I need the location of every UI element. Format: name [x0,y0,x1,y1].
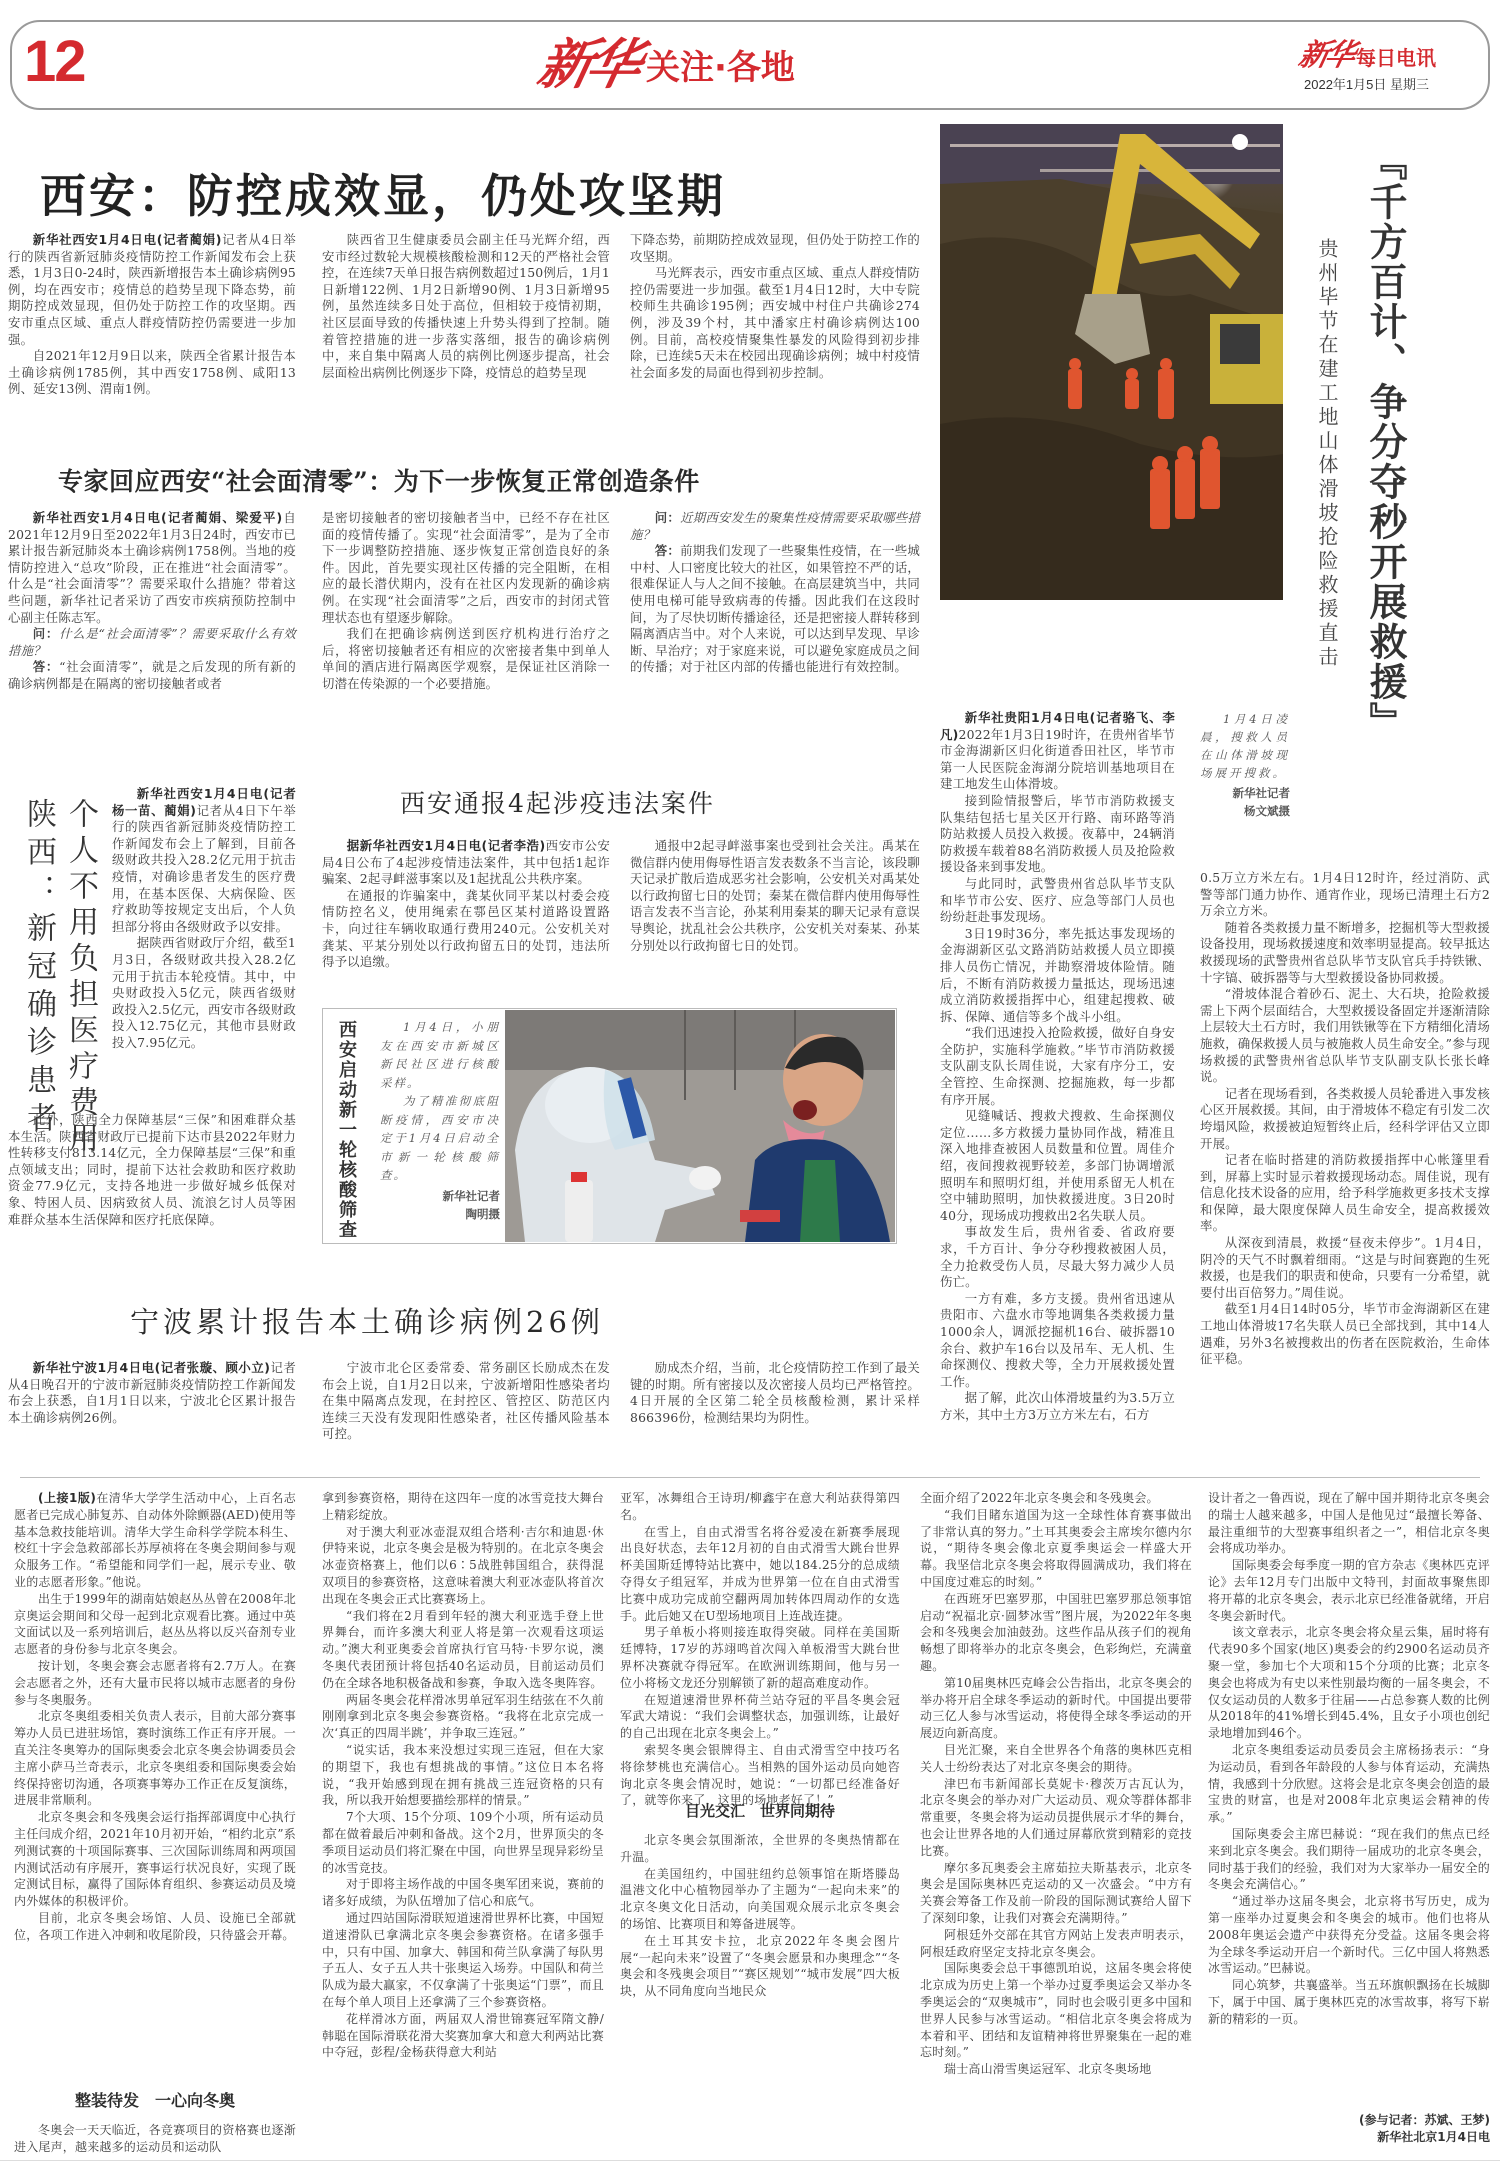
page-number: 12 [24,29,85,94]
paragraph-text: 第10届奥林匹克峰会公告指出，北京冬奥会的举办将开启全球冬季运动的新时代。中国提出要带动三亿人参与冰雪运动，将使得全球冬季运动的开展迈向新高度。 [920,1675,1192,1741]
guizhou-col-1 [940,710,1175,1424]
paragraph-text: 男子单板小将则接连取得突破。同样在美国斯廷博特，17岁的苏翊鸣首次闯入单板滑雪大跳台世界杯决赛就夺得冠军。在欧洲训练期间，他与另一位小将杨文龙还分别解锁了新的超高难度动作。 [620,1625,900,1690]
paragraph [1208,1977,1490,2027]
paragraph-text: 截至1月4日14时05分，毕节市金海湖新区在建工地山体滑坡17名失联人员已全部找到，其中14人遇难，另外3名被搜救出的伤者在医院救治，生命体征平稳。 [1200,1301,1490,1367]
paragraph-text: “说实话，我本来没想过实现三连冠，但在大家的期望下，我也有想挑战的事情。”这位日本名将说，“我开始感到现在拥有挑战三连冠资格的只有我，所以我开始想要描绘那样的情景。” [322,1742,604,1808]
paragraph-text: 事故发生后，贵州省委、省政府要求，千方百计、争分夺秒搜救被困人员，全力抢救受伤人员，尽最大努力减少人员伤亡。 [940,1224,1175,1290]
xian-col-2 [322,232,610,381]
dateline-lead: 新华社宁波1月4日电(记者张璇、顾小立) [32,1360,271,1375]
paragraph [630,510,920,543]
paragraph [940,710,1175,793]
paragraph [920,1860,1192,1927]
paragraph [322,1910,604,2011]
paragraph [620,1692,900,1742]
paragraph [630,838,920,954]
ningbo-col-2 [322,1360,610,1443]
paper-logo: 新华 [1295,38,1355,73]
paragraph-text: 津巴布韦新闻部长莫妮卡·穆茨万古瓦认为，北京冬奥会的举办对广大运动员、观众等群体都非常重要，冬奥会将为运动员提供展示才华的舞台，也会让世界各地的人们通过屏幕欣赏到精彩的竞技比赛。 [920,1776,1192,1858]
paragraph [322,1490,604,1524]
subhead-olympics-2: 目光交汇 世界同期待 [684,1802,835,1820]
paragraph-text: 同心筑梦，共襄盛举。当五环旗帜飘扬在长城脚下，属于中国、属于奥林匹克的冰雪故事，将写下崭新的精彩的一页。 [1208,1978,1490,2026]
paragraph-text: 阿根廷外交部在其官方网站上发表声明表示，阿根廷政府坚定支持北京冬奥会。 [920,1927,1192,1959]
paragraph [940,1224,1175,1290]
olympics-byline [1208,2112,1490,2146]
olympics-reporters: (参与记者：苏斌、王梦) [1359,2113,1490,2127]
paragraph [14,1708,296,1809]
paragraph [14,1490,296,1591]
paragraph-text: “我们将在2月看到年轻的澳大利亚选手登上世界舞台，而许多澳大利亚人将是第一次观看这项运动。”澳大利亚奥委会首席执行官马特·卡罗尔说，澳冬奥代表团预计将包括40名运动员，目前运动员们仍在全球各地积极备战和参赛，争取入选冬奥阵容。 [322,1608,604,1690]
paragraph [322,232,610,381]
paragraph-text: 记者在临时搭建的消防救援指挥中心帐篷里看到，屏幕上实时显示着救援现场动态。周佳说，现有信息化技术设备的应用，给予科学施救更多技术支撑和保障，最大限度保障人员生命安全，提高救援效率。 [1200,1152,1490,1234]
paragraph-text: 国际奥委会每季度一期的官方杂志《奥林匹克评论》去年12月专门出版中文特刊，封面故事聚焦即将开幕的北京冬奥会，表示北京已经准备就绪，开启冬奥会新时代。 [1208,1558,1490,1623]
headline-guizhou: 『千方百计、争分夺秒开展救援』 [1363,142,1408,742]
paragraph [620,1624,900,1691]
paragraph-text: “社会面清零”，就是之后发现的所有新的确诊病例都是在隔离的密切接触者或者 [8,659,297,691]
paragraph-text: 在土耳其安卡拉，北京2022年冬奥会图片展“一起向未来”设置了“冬奥会愿景和办奥理念”“冬奥会和冬残奥会项目”“赛区规划”“城市发展”四大板块，从不同角度向当地民众 [620,1933,900,1999]
paragraph-text: 北京冬奥组委相关负责人表示，目前大部分赛事筹办人员已进驻场馆，赛时演练工作正有序开展。一直关注冬奥筹办的国际奥委会北京冬奥会协调委员会主席小萨马兰奇表示，北京冬奥组委和国际奥委会始终保持密切沟通，各项赛事筹办工作正在反复演练，进展非常顺利。 [14,1709,296,1808]
paragraph-text: 在短道速滑世界杯荷兰站夺冠的平昌冬奥会冠军武大靖说：“我们会调整状态，加强训练，让最好的自己出现在北京冬奥会上。” [620,1692,900,1741]
paragraph [630,265,920,381]
paragraph [14,2122,296,2156]
olympics-dateline: 新华社北京1月4日电 [1377,2130,1490,2144]
paragraph-text: 国际奥委会主席巴赫说：“现在我们的焦点已经来到北京冬奥会。我们期待一届成功的北京冬奥会，同时基于我们的经验，我们对为大家举办一届安全的冬奥会充满信心。” [1208,1826,1490,1892]
paragraph-text: 励成杰介绍，当前，北仑疫情防控工作到了最关键的时期。所有密接以及次密接人员均已严格管控。4日开展的全区第二轮全员核酸检测，累计采样866396份，检测结果均为阴性。 [630,1360,920,1425]
paragraph-text: 该文章表示，北京冬奥会将众星云集，届时将有代表90多个国家(地区)奥委会的约2900名运动员齐聚一堂，参加七个大项和15个分项的比赛；北京冬奥会也将成为有史以来性别最均衡的一届冬奥会，不仅女运动员的人数多于往届——占总参赛人数的比例从2018年的41%增长到45.4%，且女子小项也创纪录地增加到46个。 [1208,1625,1490,1741]
section-brand [532,22,795,99]
paragraph-text: 花样滑冰方面，两届双人滑世锦赛冠军隋文静/韩聪在国际滑联花滑大奖赛加拿大和意大利两站比赛中夺冠，彭程/金杨获得意大利站 [322,2011,604,2060]
paragraph [1208,1893,1490,1977]
paragraph-text: 在清华大学学生活动中心，上百名志愿者已完成心肺复苏、自动体外除颤器(AED)使用等基本急救技能培训。清华大学生命科学学院本科生、校红十字会急救部部长苏厚祯将在冬奥会期间参与观众服务工作。“希望能和同学们一起，展示专业、敬业的志愿者形象。”他说。 [14,1491,296,1589]
paragraph-text: 自2021年12月9日以来，陕西全省累计报告本土确诊病例1785例，其中西安1758例、咸阳13例、延安13例、渭南1例。 [8,348,296,397]
paragraph [940,926,1175,1026]
paragraph-text: 设计者之一鲁西说，现在了解中国并期待北京冬奥会的瑞士人越来越多，中国人是他见过“最擅长筹备、最注重细节的大型赛事组织者之一”，相信北京冬奥会将成功举办。 [1208,1491,1490,1556]
xian-col-3 [630,232,920,381]
paragraph-text: 瑞士高山滑雪奥运冠军、北京冬奥场地 [944,2062,1152,2077]
paragraph-text: 前期我们发现了一些聚集性疫情，在一些城中村、人口密度比较大的社区，如果管控不严的话，很难保证人与人之间不接触。在高层建筑当中，共同使用电梯可能导致病毒的传播。因此我们在这段时间，为了尽快切断传播途径，还是把密接人群转移到隔离酒店当中。对个人来说，可以达到早发现、早诊断、早治疗；对于家庭来说，可以避免家庭成员之间的传播；对于社区内部的传播也能进行有效控制。 [630,543,920,675]
paragraph [322,1360,610,1443]
paragraph-text: 目前，北京冬奥会场馆、人员、设施已全部就位，各项工作进入冲刺和收尾阶段，只待盛会开幕。 [14,1910,296,1942]
paragraph [940,876,1175,926]
paragraph-text: 7个大项、15个分项、109个小项，所有运动员都在做着最后冲刺和备战。这个2月，世界顶尖的冬季项目运动员们将汇聚在中国，向世界呈现异彩纷呈的冰雪竞技。 [322,1810,604,1875]
paragraph [1200,1152,1490,1235]
paper-name [1295,30,1436,74]
xian-col-1 [8,232,296,398]
paragraph [1208,1742,1490,1826]
paragraph [920,1675,1192,1742]
paragraph-text: “通过举办这届冬奥会，北京将书写历史，成为第一座举办过夏奥会和冬奥会的城市。他们也将从2008年奥运会遗产中获得充分受益。这届冬奥会将为全球冬季运动开启一个新时代。三亿中国人将熟悉冰雪运动。”巴赫说。 [1208,1894,1490,1976]
paragraph [620,1933,900,2000]
paragraph-text: 记者在现场看到，各类救援人员轮番进入事发核心区开展救援。其间，由于滑坡体不稳定有引发二次垮塌风险，救援被迫短暂终止后，经科学评估又立即开展。 [1200,1085,1490,1151]
paragraph-text: 记者从4日举行的陕西省新冠肺炎疫情防控工作新闻发布会上获悉，1月3日0-24时，陕西新增报告本土确诊病例95例，均在西安市；疫情总的趋势呈现下降态势，前期防控成效显现，但仍处于防控工作的攻坚期。西安市重点区域、重点人群疫情防控仍需要进一步加强。 [8,232,296,347]
paragraph [1208,1826,1490,1893]
paragraph [620,1832,900,1866]
paragraph-text: 此外，陕西全力保障基层“三保”和困难群众基本生活。陕西省财政厅已提前下达市县2022年财力性转移支付813.14亿元，全力保障基层“三保”和重点领域支出；同时，提前下达社会救助和医疗救助资金77.9亿元，支持各地进一步做好城乡低保对象、特困人员、因病致贫人员、流浪乞讨人员等困难群众基本生活保障和医疗托底保障。 [8,1112,296,1227]
paragraph [920,1742,1192,1776]
paragraph-text: 按计划，冬奥会赛会志愿者将有2.7万人。在赛会志愿者之外，还有大量市民将以城市志愿者的身份参与冬奥服务。 [14,1658,296,1707]
paragraph [920,1591,1192,1675]
landslide-photo-credit-2: 杨文斌摄 [1244,804,1290,818]
headline-cases: 西安通报4起涉疫违法案件 [400,789,715,818]
paragraph [14,1591,296,1658]
paragraph [1200,1235,1490,1301]
paragraph [322,888,610,971]
paragraph [940,1108,1175,1224]
paragraph [920,1490,1192,1507]
olympics-col-3-tail [620,1832,900,2000]
paragraph [630,232,920,265]
paragraph [1208,1624,1490,1742]
paragraph [322,1876,604,1910]
covid-photo-caption: 1月4日，小朋友在西安市新城区新民社区进行核酸采样。 为了精准彻底阻断疫情，西安市决定于1月4日启动全市新一轮核酸筛查。 新华社记者 陶明摄 [380,1018,500,1224]
olympics-col-1-tail [14,2122,296,2156]
olympics-col-3 [620,1490,900,1809]
cases-col-1 [322,838,610,971]
paragraph [1208,1557,1490,1624]
section-title: 关注·各地 [646,48,795,88]
paragraph [620,1524,900,1625]
paragraph [920,1927,1192,1961]
paragraph-text: 从深夜到清晨，救援“昼夜未停步”。1月4日，阴冷的天气不时飘着细雨。“这是与时间赛跑的生死救援，也是我们的职责和使命，只要有一分希望，就要付出百倍努力。”周佳说。 [1200,1235,1490,1300]
paragraph [940,1291,1175,1391]
paragraph-text: 我们在把确诊病例送到医疗机构进行治疗之后，将密切接触者还有相应的次密接者集中到单人单间的酒店进行隔离医学观察，是保证社区消除一切潜在传染源的一个必要措施。 [322,626,610,691]
olympics-col-2 [322,1490,604,2061]
paragraph-text: 通报中2起寻衅滋事案也受到社会关注。禹某在微信群内使用侮辱性语言发表数条不当言论，该段聊天记录扩散后造成恶劣社会影响，公安机关对禹某处以行政拘留七日的处罚；秦某在微信群内使用侮辱性语言发表不当言论，孙某利用秦某的聊天记录有意误导舆论，扰乱社会公共秩序，公安机关对秦某、孙某分别处以行政拘留七日的处罚。 [630,838,920,953]
paragraph-text: 见缝喊话、搜救犬搜救、生命探测仪定位……多方救援力量协同作战，精准且深入地排查被困人员数量和位置。周佳介绍，夜间搜救视野较差，多部门协调增派照明车和照明灯组，并使用系留无人机在空中辅助照明，加快救援进度。3日20时40分，现场成功搜救出2名失联人员。 [940,1108,1175,1223]
paragraph [1200,870,1490,920]
paragraph [940,1390,1175,1423]
paragraph [1200,986,1490,1086]
paragraph-text: “我们目睹东道国为这一全球性体育赛事做出了非常认真的努力。”土耳其奥委会主席埃尔德内尔说，“期待冬奥会像北京夏季奥运会一样盛大开幕。我坚信北京冬奥会将取得圆满成功，我们将在中国度过难忘的时刻。” [920,1507,1192,1589]
paragraph-text: 什么是“社会面清零”？需要采取什么有效措施？ [8,626,297,658]
paragraph [322,626,610,692]
paragraph [14,1809,296,1910]
landslide-photo-credit-1: 新华社记者 [1232,786,1290,800]
paragraph [940,793,1175,876]
landslide-rescue-illustration [940,124,1283,600]
paragraph-text: 对于即将主场作战的中国冬奥军团来说，赛前的诸多好成绩，为队伍增加了信心和底气。 [322,1877,604,1909]
dateline-lead: (上接1版) [38,1491,97,1505]
paragraph-text: “滑坡体混合着砂石、泥土、大石块，抢险救援需上下两个层面结合，大型救援设备固定并逐渐清除上层较大土石方时，我们用铁锹等在下方精细化清场施救，确保救援人员与被施救人员生命安全。”参与现场救援的武警贵州省总队毕节支队副支队长张长峰说。 [1200,986,1490,1085]
paragraph [630,543,920,676]
question-label: 问： [32,626,60,642]
paragraph [322,1742,604,1809]
paragraph-text: 两届冬奥会花样滑冰男单冠军羽生结弦在不久前刚刚拿到北京冬奥会参赛资格。“我将在北京完成一次‘真正的四周半跳’，并争取三连冠。” [322,1692,604,1741]
paragraph-text: 国际奥委会总干事德凯珀说，这届冬奥会将使北京成为历史上第一个举办过夏季奥运会又举办冬季奥运会的“双奥城市”，同时也会吸引更多中国和世界人民参与冰雪运动。“相信北京冬奥会将成为本着和平、团结和友谊精神将世界聚集在一起的难忘时刻。” [920,1961,1192,2060]
paragraph-text: 与此同时，武警贵州省总队毕节支队和毕节市公安、医疗、应急等部门人员也纷纷赶赴事发现场。 [940,875,1175,925]
paragraph-text: 马光辉表示，西安市重点区域、重点人群疫情防控仍需要进一步加强。截至1月4日12时，大中专院校师生共确诊195例；西安城中村住户共确诊274例，涉及39个村，其中潘家庄村确诊病例达100例。目前，高校疫情聚集性暴发的风险得到初步排除，已连续5天未在校园出现确诊病例；城中村疫情社会面多发的局面也得到初步控制。 [630,265,920,380]
paragraph [920,1776,1192,1860]
paragraph-text: 接到险情报警后，毕节市消防救援支队集结包括七星关区开行路、南环路等消防站救援人员投入救援。夜幕中，24辆消防救援车载着88名消防救援人员及抢险救援设备来到事发地。 [940,792,1175,875]
paragraph-text: 记者从4日晚召开的宁波市新冠肺炎疫情防控工作新闻发布会上获悉，自1月1日以来，宁波北仑区累计报告本土确诊病例26例。 [8,1360,296,1425]
paragraph-text: 3日19时36分，率先抵达事发现场的金海湖新区弘文路消防站救援人员立即摸排人员伤亡情况，并勘察滑坡体险情。随后，不断有消防救援力量抵达，现场迅速成立消防救援指挥中心，组建起搜救、破拆、保障、通信等多个战斗小组。 [940,925,1175,1024]
ningbo-col-3 [630,1360,920,1426]
paragraph [8,1360,296,1426]
paragraph-text: 通过四站国际滑联短道速滑世界杯比赛，中国短道速滑队已拿满北京冬奥会参赛资格。在诸多强手中，只有中国、加拿大、韩国和荷兰队拿满了每队男子五人、女子五人共十张奥运入场券。中国队和荷兰队成为最大赢家，不仅拿满了十张奥运“门票”，而且在每个单人项目上还拿满了三个参赛资格。 [322,1910,604,2009]
paragraph [322,1692,604,1742]
answer-label: 答： [654,543,681,559]
covid-photo-credit-2: 陶明摄 [465,1207,500,1221]
paragraph-text: 出生于1999年的湖南姑娘赵丛丛曾在2008年北京奥运会期间和父母一起到北京观看比赛。通过中英文面试以及一系列培训后，赵丛丛将以反兴奋剂专业志愿者的身份参与北京冬奥会。 [14,1591,296,1657]
covid-photo-credit-1: 新华社记者 [442,1188,500,1203]
paragraph [1200,1301,1490,1367]
paragraph [322,1809,604,1876]
expert-col-3 [630,510,920,676]
paragraph [1200,1086,1490,1152]
covid-testing-photo [505,1010,895,1242]
paragraph-text: 目光汇聚，来自全世界各个角落的奥林匹克相关人士纷纷表达了对北京冬奥会的期待。 [920,1742,1192,1774]
paragraph-text: 自2021年12月9日至2022年1月3日24时，西安市已累计报告新冠肺炎本土确诊病例1758例。当地的疫情防控进入“总攻”阶段，正在推进“社会面清零”。什么是“社会面清零”？需要采取什么措施？带着这些问题，新华社记者采访了西安市疾病预防控制中心副主任陈志军。 [8,510,297,625]
paragraph-text: 冬奥会一天天临近，各竞赛项目的资格赛也逐渐进入尾声，越来越多的运动员和运动队 [14,2123,296,2154]
paragraph [8,232,296,348]
paragraph-text: 西安市公安局4日公布了4起涉疫情违法案件，其中包括1起诈骗案、2起寻衅滋事案以及1起扰乱公共秩序案。 [322,838,611,887]
paragraph-text: 是密切接触者的密切接触者当中，已经不存在社区面的疫情传播了。实现“社会面清零”，是为了全市下一步调整防控措施、逐步恢复正常创造良好的条件。因此，首先要实现社区传播的完全阻断，在相应的最长潜伏期内，没有在社区内发现新的确诊病例。在实现“社会面清零”之后，西安市的封闭式管理状态也有望逐步解除。 [322,510,610,625]
dateline-lead: 新华社西安1月4日电(记者蔺娟) [32,232,222,247]
covid-photo-title: 西安启动新一轮核酸筛查 [336,1020,357,1240]
paragraph-text: 宁波市北仑区委常委、常务副区长励成杰在发布会上说，自1月2日以来，宁波新增阳性感染者均在集中隔离点发现，在封控区、管控区、防范区内连续三天没有发现阳性感染者，社区传播风险基本可控。 [322,1360,610,1442]
paragraph [322,838,610,888]
paragraph [112,935,296,1051]
paragraph-text: 在美国纽约，中国驻纽约总领事馆在斯塔滕岛温港文化中心植物园举办了主题为“一起向未来”的北京冬奥文化日活动，向美国观众展示北京冬奥会的场馆、比赛项目和筹备进展等。 [620,1866,900,1931]
paragraph [322,510,610,626]
dateline-lead: 新华社西安1月4日电(记者蔺娟、梁爱平) [32,510,283,525]
guizhou-col-2 [1200,870,1490,1368]
paragraph-text: 全面介绍了2022年北京冬奥会和冬残奥会。 [920,1491,1159,1505]
paragraph [1200,920,1490,986]
dateline-lead: 新华社西安1月4日电(记者杨一苗、蔺娟) [112,786,296,818]
expert-col-2 [322,510,610,693]
paragraph-text: 在西班牙巴塞罗那，中国驻巴塞罗那总领事馆启动“祝福北京·圆梦冰雪”图片展，为2022年冬奥会和冬残奥会加油鼓劲。这些作品从孩子们的视角畅想了即将举办的北京冬奥会，色彩绚烂，充满童趣。 [920,1591,1192,1673]
paragraph-text: 0.5万立方米左右。1月4日12时许，经过消防、武警等部门通力协作、通宵作业，现场已清理土石方2万余立方米。 [1200,870,1490,919]
paragraph-text: 记者从4日下午举行的陕西省新冠肺炎疫情防控工作新闻发布会上了解到，目前各级财政共投入28.2亿元用于抗击疫情，对确诊患者发生的医疗费用，在基本医保、大病保险、医疗救助等按规定支出后，个人负担部分将由各级财政予以安排。 [112,802,296,934]
paragraph-text: 亚军，冰舞组合王诗玥/柳鑫宇在意大利站获得第四名。 [620,1491,900,1522]
headline-expert: 专家回应西安“社会面清零”：为下一步恢复正常创造条件 [58,467,700,496]
dateline-lead: 新华社贵阳1月4日电(记者骆飞、李凡) [940,710,1175,742]
olympics-col-4 [920,1490,1192,2078]
paragraph [8,659,296,692]
paragraph-text: 下降态势，前期防控成效显现，但仍处于防控工作的攻坚期。 [630,232,920,264]
paragraph-text: 北京冬奥组委运动员委员会主席杨扬表示：“身为运动员，看到各年龄段的人参与体育运动，充满热情，我感到十分欣慰。这将会是北京冬奥会创造的最宝贵的财富，也是对2008年北京奥运会精神的传承。” [1208,1742,1490,1825]
paper-title: 每日电讯 [1356,46,1436,70]
paragraph [8,626,296,659]
paragraph-text: 对于澳大利亚冰壶混双组合塔利·吉尔和迪恩·休伊特来说，北京冬奥会是极为特别的。在北京冬奥会冰壶资格赛上，他们以6∶5战胜韩国组合，获得混双项目的参赛资格，这意味着澳大利亚冰壶队将首次出现在冬奥会正式比赛赛场上。 [322,1524,604,1606]
paragraph-text: 随着各类救援力量不断增多，挖掘机等大型救援设备投用，现场救援速度和效率明显提高。较早抵达救援现场的武警贵州省总队毕节支队官兵手持铁锹、十字镐、破拆器等与大型救援设备协同救援。 [1200,919,1490,985]
shaanxi-body-bottom [8,1112,296,1228]
paragraph-text: 摩尔多瓦奥委会主席茹拉夫斯基表示，北京冬奥会是国际奥林匹克运动的又一次盛会。“中方有关赛会筹备工作及前一阶段的国际测试赛给人留下了深刻印象，让我们对赛会充满期待。” [920,1860,1192,1925]
paragraph [14,1910,296,1944]
paragraph-text: 陕西省卫生健康委员会副主任马光辉介绍，西安市经过数轮大规模核酸检测和12天的严格社会管控，在连续7天单日报告病例数超过150例后，1月1日新增122例、1月2日新增90例、1月3日新增95例，虽然连续多日处于高位，但相较于疫情初期，社区层面导致的传播快速上升势头得到了控制。随着管控措施的进一步落实落细，报告的确诊病例中，来自集中隔离人员的病例比例逐步提高，社会层面检出病例比例逐步下降，疫情总的趋势呈现 [322,232,610,380]
subheadline-guizhou: 贵州毕节在建工地山体滑坡抢险救援直击 [1315,238,1339,670]
paragraph-text: 据陕西省财政厅介绍，截至1月3日，各级财政共投入28.2亿元用于抗击本轮疫情。其中，中央财政投入5亿元，陕西省级财政投入2.5亿元，西安市各级财政投入12.75亿元，其他市县财政投入7.95亿元。 [112,935,296,1050]
shaanxi-body-top [112,786,296,1052]
cases-col-2 [630,838,920,954]
paragraph [322,1608,604,1692]
paragraph-text: 索契冬奥会银牌得主、自由式滑雪空中技巧名将徐梦桃也充满信心。当相熟的国外运动员向她咨询北京冬奥会情况时，她说：“一切都已经准备好了，就等你来了，这里的场地老好了！” [620,1742,900,1808]
headline-shaanxi: 陕西：新冠确诊患者 [21,798,56,1140]
paragraph-text: “我们迅速投入抢险救援，做好自身安全防护，实施科学施救。”毕节市消防救援支队副支队长周佳说，大家有序分工，安全管控、生命探测、挖掘施救，每一步都有序开展。 [940,1025,1175,1107]
paragraph-text: 在雪上，自由式滑雪名将谷爱凌在新赛季展现出良好状态，去年12月初的自由式滑雪大跳台世界杯美国斯廷博特站比赛中，她以184.25分的总成绩夺得女子组冠军，并成为世界第一位在自由式滑雪比赛中成功完成前空翻两周加转体四周动作的女选手。此后她又在U型场地项目上连战连捷。 [620,1524,900,1623]
paragraph-text: 拿到参赛资格，期待在这四年一度的冰雪竞技大舞台上精彩绽放。 [322,1491,604,1522]
paragraph [14,1658,296,1708]
olympics-col-5 [1208,1490,1490,2028]
paragraph-text: 一方有难，多方支援。贵州省迅速从贵阳市、六盘水市等地调集各类救援力量1000余人，调派挖掘机16台、破拆器10余台、救护车16台以及吊车、无人机、生命探测仪、搜救犬等，全力开展救援处置工作。 [940,1290,1175,1389]
paragraph [112,786,296,935]
headline-ningbo: 宁波累计报告本土确诊病例26例 [130,1305,604,1339]
xinhua-logo: 新华 [532,32,643,96]
paragraph-text: 近期西安发生的聚集性疫情需要采取哪些措施？ [630,510,920,542]
paragraph [1208,1490,1490,1557]
paragraph [920,2061,1192,2078]
paragraph-text: 北京冬奥会氛围渐浓，全世界的冬奥热情都在升温。 [620,1833,900,1864]
paragraph [920,1507,1192,1591]
paragraph-text: 在通报的诈骗案中，龚某伙同平某以村委会疫情防控名义，使用绳索在鄠邑区某村道路设置路卡，向过往车辆收取通行费用240元。公安机关对龚某、平某分别处以行政拘留五日的处罚，违法所得予以追缴。 [322,887,610,970]
paragraph [8,510,296,626]
subheadline-shaanxi: 个人不用负担医疗费用 [63,798,98,1158]
expert-col-1 [8,510,296,693]
issue-date: 2022年1月5日 星期三 [1304,77,1429,92]
subhead-olympics-1: 整装待发 一心向冬奥 [74,2091,235,2110]
paragraph [8,1112,296,1228]
ningbo-col-1 [8,1360,296,1426]
paragraph [322,2011,604,2061]
question-label: 问： [654,510,681,525]
paragraph [620,1490,900,1524]
paragraph [322,1524,604,1608]
page-bottom-rule [0,2160,1500,2161]
covid-testing-illustration [505,1010,895,1242]
dateline-lead: 据新华社西安1月4日电(记者李浩) [346,838,546,853]
olympics-col-1 [14,1490,296,1944]
paragraph-text: 据了解，此次山体滑坡量约为3.5万立方米，其中土方3万立方米左右，石方 [940,1390,1175,1422]
paragraph [920,1960,1192,2061]
paragraph [620,1866,900,1933]
paragraph-text: 2022年1月3日19时许，在贵州省毕节市金海湖新区归化街道香田社区，毕节市第一人民医院金海湖分院培训基地项目在建工地发生山体滑坡。 [940,726,1175,792]
paragraph-text: 北京冬奥会和冬残奥会运行指挥部调度中心执行主任闫成介绍，2021年10月初开始，“相约北京”系列测试赛的十项国际赛事、三次国际训练周和两项国内测试活动有序展开，赛事运行状况良好，实现了既定测试目标，赢得了国际体育组织、参赛运动员及境内外媒体的积极评价。 [14,1810,296,1909]
landslide-rescue-photo [940,124,1283,600]
answer-label: 答： [32,659,60,675]
section-divider [20,1477,1480,1478]
headline-xian: 西安：防控成效显，仍处攻坚期 [40,169,726,223]
paragraph [940,1025,1175,1108]
paragraph [630,1360,920,1426]
paragraph [8,348,296,398]
landslide-photo-caption: 1月4日凌晨，搜救人员在山体滑坡现场展开搜救。 新华社记者 杨文斌摄 [1200,712,1290,818]
